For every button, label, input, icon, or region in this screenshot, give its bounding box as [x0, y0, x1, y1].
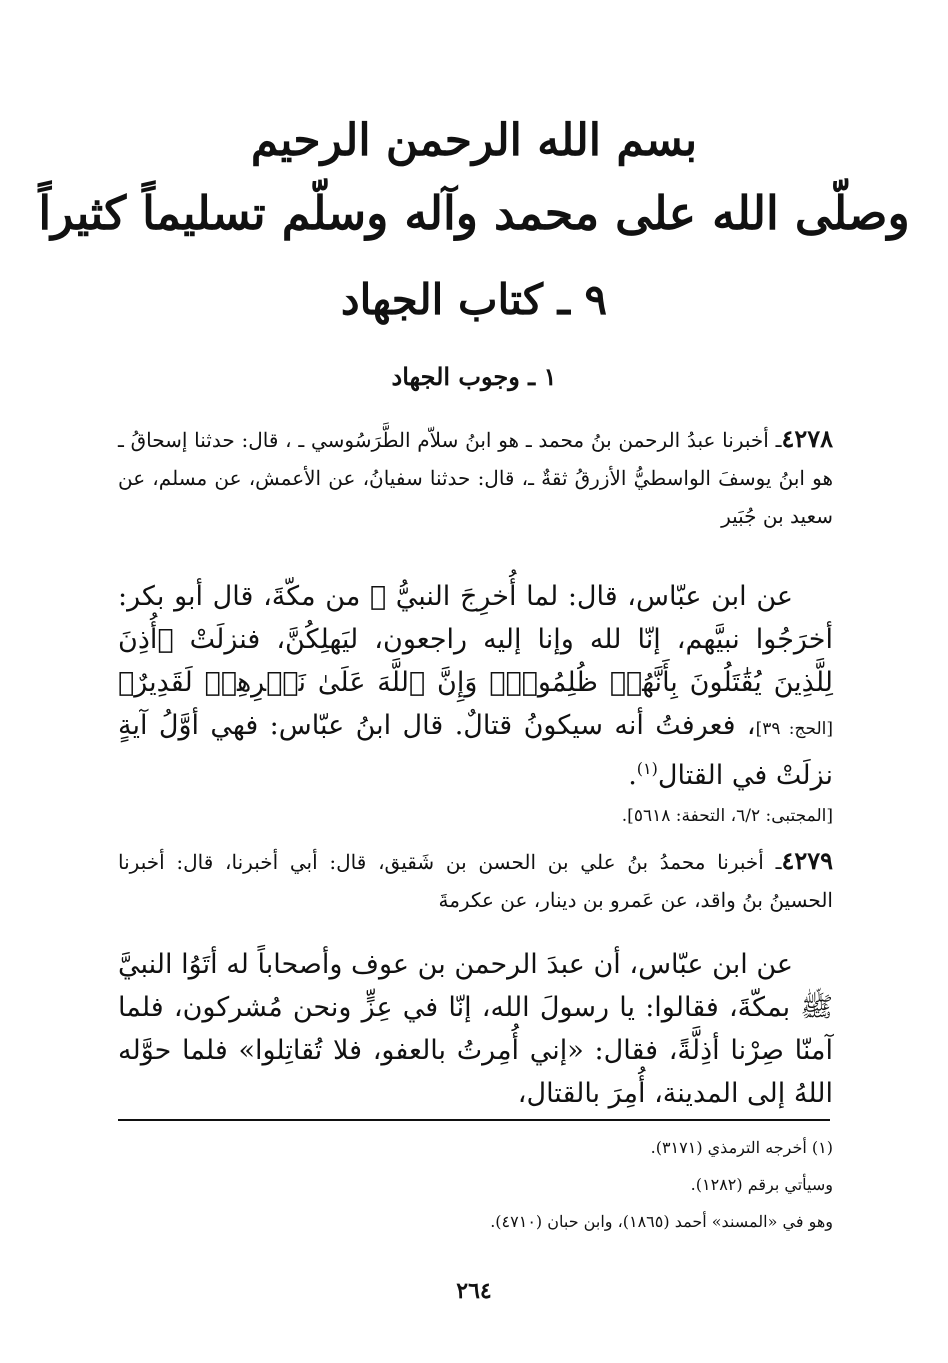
footnotes [118, 1135, 833, 1235]
book-title: ٩ ـ كتاب الجهاد [340, 275, 608, 324]
hadith-matn: عن ابن عبّاس، أن عبدَ الرحمن بن عوف وأصحاباً له أتَوُا النبيَّ ﷺ بمكّةَ، فقالوا: يا رسولَ الله، إنّا في عِزٍّ ونحن مُشركون، فلما آمنّا صِرْنا أذِلَّةً، فقال: «إني أُمِرتُ بالعفو، فلا تُقاتِلوا» فلما حوَّله اللهُ إلى المدينة، أُمِرَ بالقتال، [118, 949, 833, 1109]
chapter-title: ١ ـ وجوب الجهاد [391, 362, 557, 391]
footnote-line: (١) أخرجه الترمذي (٣١٧١). [650, 1138, 833, 1157]
takhrij-text: [المجتبى: ٦/٢، التحفة: ٥٦١٨]. [621, 806, 833, 826]
footnote-line: وهو في «المسند» أحمد (١٨٦٥)، وابن حبان (٤٧١٠). [490, 1212, 833, 1231]
footnote-divider [118, 1119, 830, 1121]
page-number: ٢٦٤ [456, 1278, 492, 1304]
hadith-number: ٤٢٧٨ [781, 424, 833, 453]
hadith-matn-end: ، فعرفتُ أنه سيكونُ قتالٌ. قال ابنُ عبّاس: فهي أوَّلُ آيةٍ نزلَتْ في القتال [118, 710, 833, 791]
hadith-4279-matn-block [118, 943, 833, 1115]
hadith-isnad: ـ أخبرنا محمدُ بنُ علي بن الحسن بن شَقيق، قال: أبي أخبرنا، قال: أخبرنا الحسينُ بنُ واقد، عن عَمرو بن دينار، عن عكرمةَ [118, 850, 833, 912]
hadith-isnad: ـ أخبرنا عبدُ الرحمن بنُ محمد ـ هو ابنُ سلاّم الطَّرَسُوسي ـ ، قال: حدثنا إسحاقُ ـ هو ابنُ يوسفَ الواسطيُّ الأزرقُ ثقةٌ ـ، قال: حدثنا سفيانُ، عن الأعمش، عن مسلم، عن سعيد بن جُبَير [118, 428, 833, 528]
salawat-heading: وصلّى الله على محمد وآله وسلّم تسليماً كثيراً [38, 186, 910, 240]
basmala-heading: بسم الله الرحمن الرحيم [250, 115, 698, 166]
hadith-matn: عن ابن عبّاس، قال: لما أُخرِجَ النبيُّ ﷺ من مكّةَ، قال أبو بكر: أخرَجُوا نبيَّهم، إنّا لله وإنا إليه راجعون، ليَهلِكُنَّ، فنزلَتْ ﴿أُذِنَ لِلَّذِينَ يُقَٰتَلُونَ بِأَنَّهُمۡ ظُلِمُواْۚ وَإِنَّ ٱللَّهَ عَلَىٰ نَصۡرِهِمۡ لَقَدِيرٌ﴾ [118, 581, 833, 698]
hadith-4278-isnad-block [118, 420, 833, 535]
footnote-line: وسيأتي برقم (١٢٨٢). [690, 1175, 833, 1194]
hadith-4279-isnad-block [118, 842, 833, 919]
verse-reference: [الحج: ٣٩] [755, 719, 833, 739]
takhrij-block [118, 802, 833, 830]
hadith-number: ٤٢٧٩ [781, 846, 833, 875]
footnote-marker: (١) [636, 759, 658, 778]
hadith-4278-matn-block: عن ابن عبّاس، قال: لما أُخرِجَ النبيُّ ﷺ من مكّةَ، قال أبو بكر: أخرَجُوا نبيَّهم، إنّا لله وإنا إليه راجعون، ليَهلِكُنَّ، فنزلَتْ ﴿أُذِنَ لِلَّذِينَ يُقَٰتَلُونَ بِأَنَّهُمۡ ظُلِمُواْۚ وَإِنَّ ٱللَّهَ عَلَىٰ نَصۡرِهِمۡ لَقَدِيرٌ﴾ [الحج: ٣٩]، فعرفتُ أنه سيكونُ قتالٌ. قال ابنُ عبّاس: فهي أوَّلُ آيةٍ نزلَتْ في القتال$^{(١)}$. [118, 581, 833, 791]
